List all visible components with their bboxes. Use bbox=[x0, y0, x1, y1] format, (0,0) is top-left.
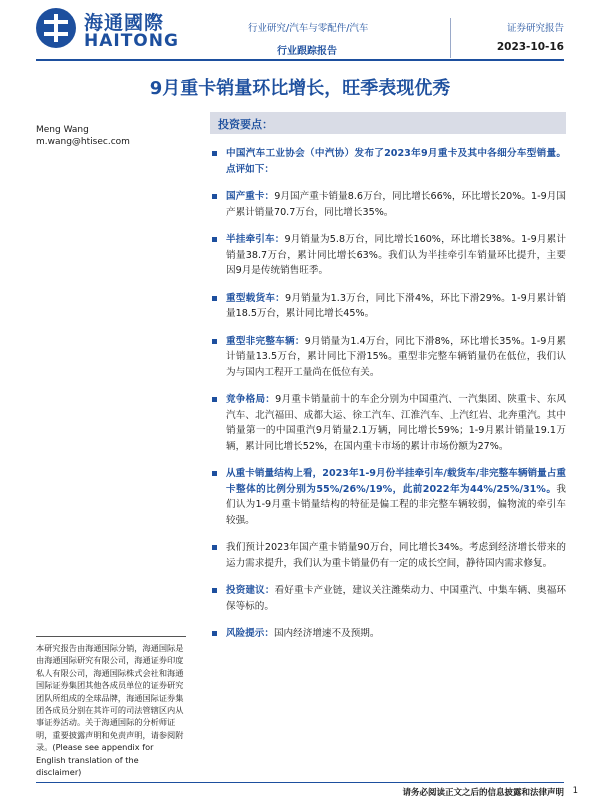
bullet-lead: 投资建议： bbox=[226, 585, 275, 596]
bullet-square-icon bbox=[212, 588, 217, 593]
bullet-body: 看好重卡产业链，建议关注潍柴动力、中国重汽、中集车辆、奥福环保等标的。 bbox=[226, 585, 567, 612]
bullet-body: 国内经济增速不及预期。 bbox=[273, 628, 380, 639]
report-date: 2023-10-16 bbox=[496, 41, 564, 53]
bullet-square-icon bbox=[212, 237, 217, 242]
bullet-lead: 重型载货车： bbox=[226, 292, 285, 304]
list-item bbox=[210, 334, 566, 381]
key-points-list bbox=[210, 146, 566, 654]
report-label: 证券研究报告 bbox=[506, 23, 564, 34]
bullet-square-icon bbox=[212, 545, 217, 550]
list-item bbox=[210, 291, 566, 322]
bullet-body: 我们认为1-9月重卡销量结构的特征是偏工程的非完整车辆较弱，偏物流的牵引车较强。 bbox=[226, 483, 566, 526]
header-rule bbox=[36, 59, 564, 61]
footer-rule bbox=[36, 782, 564, 783]
bullet-square-icon bbox=[212, 151, 217, 156]
report-title: 9月重卡销量环比增长，旺季表现优秀 bbox=[149, 78, 451, 99]
bullet-lead: 中国汽车工业协会（中汽协）发布了2023年9月重卡及其中各细分车型销量。点评如下： bbox=[226, 148, 566, 175]
section-title: 投资要点： bbox=[218, 118, 273, 131]
haitong-logo bbox=[36, 8, 196, 52]
bullet-lead: 从重卡销量结构上看，2023年1-9月份半挂牵引车/载货车/非完整车辆销量占重卡整体的比例分别为55%/26%/19%，此前2022年为44%/25%/31%。 bbox=[226, 468, 566, 495]
bullet-body: 9月销量为1.4万台，同比下滑8%，环比增长35%。1-9月累计销量13.5万台，累计同比下滑15%。重型非完整车辆销量仍在低位，我们认为与国内工程开工量尚在低位有关。 bbox=[226, 335, 567, 378]
section-header bbox=[210, 112, 566, 134]
bullet-square-icon bbox=[212, 471, 217, 476]
list-item bbox=[210, 540, 566, 571]
disclaimer-rule bbox=[36, 636, 186, 637]
bullet-body: 9月国产重卡销量8.6万台，同比增长66%，环比增长20%。1-9月国产累计销量70.7万台，同比增长35%。 bbox=[226, 191, 567, 218]
page-number: 1 bbox=[572, 786, 578, 796]
list-item bbox=[210, 232, 566, 279]
bullet-lead: 重型非完整车辆： bbox=[226, 335, 305, 347]
haitong-logo-mark-icon bbox=[36, 8, 76, 48]
logo-chinese-text: 海通國際 bbox=[84, 12, 165, 34]
list-item bbox=[210, 189, 566, 220]
bullet-lead: 半挂牵引车： bbox=[226, 234, 285, 245]
disclaimer-text: 本研究报告由海通国际分销，海通国际是由海通国际研究有限公司，海通证券印度私人有限公司，海通国际株式会社和海通国际证券集团其他各成员单位的证券研究团队所组成的全球品牌，海通国际证券集团各成员分别在其许可的司法管辖区内从事证券活动。关于海通国际的分析师证明，重要披露声明和免责声明，请参阅附录。(Please see appendix for English translation of the disclaimer) bbox=[36, 643, 184, 778]
bullet-square-icon bbox=[212, 194, 217, 199]
analyst-email[interactable]: m.wang@htisec.com bbox=[36, 137, 130, 147]
list-item bbox=[210, 626, 566, 642]
bullet-square-icon bbox=[212, 397, 217, 402]
list-item bbox=[210, 392, 566, 454]
analyst-info bbox=[36, 124, 130, 148]
report-type: 行业跟踪报告 bbox=[277, 46, 337, 57]
report-header bbox=[0, 0, 600, 64]
bullet-body: 9月重卡销量前十的车企分别为中国重汽、一汽集团、陕重卡、东风汽车、北汽福田、成都大运、徐工汽车、江淮汽车、上汽红岩、北奔重汽。其中销量第一的中国重汽9月销量2.1万辆，同比增长59%；1-9月累计销量19.1万辆，累计同比增长52%，在国内重卡市场的累计市场份额为27%。 bbox=[226, 394, 567, 452]
list-item bbox=[210, 583, 566, 614]
bullet-lead: 风险提示： bbox=[226, 628, 274, 639]
bullet-lead: 竞争格局： bbox=[226, 394, 276, 405]
bullet-square-icon bbox=[212, 339, 217, 344]
list-item bbox=[210, 466, 566, 528]
bullet-body: 9月销量为1.3万台，同比下滑4%，环比下滑29%。1-9月累计销量18.5万台，累计同比增长45%。 bbox=[226, 292, 567, 319]
bullet-body: 我们预计2023年国产重卡销量90万台，同比增长34%。考虑到经济增长带来的运力需求提升，我们认为重卡销量仍有一定的成长空间，静待国内需求修复。 bbox=[226, 542, 566, 569]
bullet-body: 9月销量为5.8万台，同比增长160%，环比增长38%。1-9月累计销量38.7万台，累计同比增长63%。我们认为半挂牵引车销量环比提升，主要因9月是传统销售旺季。 bbox=[226, 234, 567, 276]
footer-notice: 请务必阅读正文之后的信息披露和法律声明 bbox=[402, 788, 564, 798]
header-divider bbox=[450, 18, 451, 58]
logo-english-text: HAITONG bbox=[84, 31, 179, 51]
report-category: 行业研究/汽车与零配件/汽车 bbox=[248, 23, 369, 34]
bullet-square-icon bbox=[212, 631, 217, 636]
analyst-name: Meng Wang bbox=[36, 125, 89, 135]
bullet-lead: 国产重卡： bbox=[226, 191, 275, 202]
bullet-square-icon bbox=[212, 296, 217, 301]
list-item bbox=[210, 146, 566, 177]
